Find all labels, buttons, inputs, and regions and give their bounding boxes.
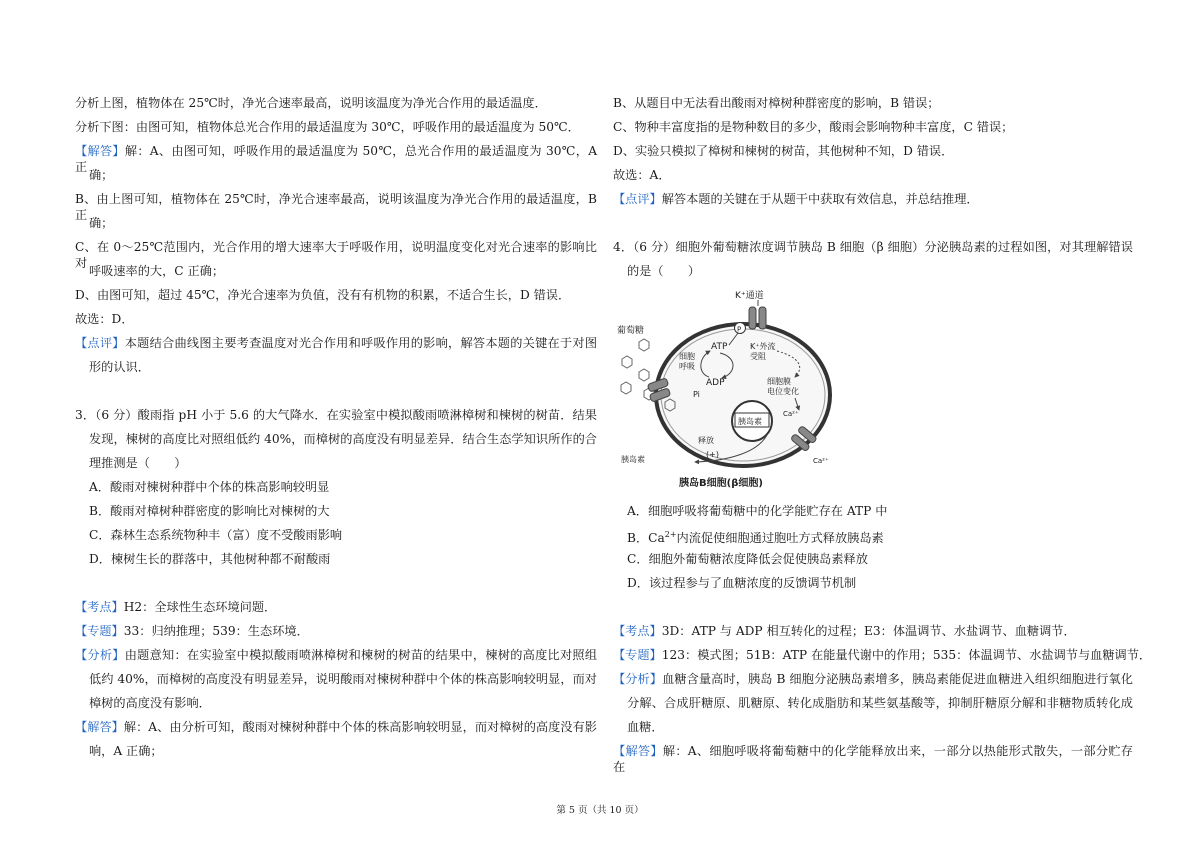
text-line: D、由图可知，超过 45℃，净光合速率为负值，没有有机物的积累，不适合生长，D 错误． [75,288,571,302]
option-d: D．该过程参与了血糖浓度的反馈调节机制 [627,576,857,590]
text-span: 发现，楝树的高度比对照组低约 40%，而樟树的高度没有明显差异．结合生态学知识所作的合 [89,432,597,446]
pi-label: Pi [693,390,700,399]
text-span: H2：全球性生态环境问题． [123,600,277,614]
option-b: B．酸雨对樟树种群密度的影响比对楝树的大 [89,504,330,518]
option-b [613,527,884,546]
text-span: B．Ca [627,531,665,546]
text-span: 本题结合曲线图主要考查温度对光合作用和呼吸作用的影响，解答本题的关键在于对图 [124,336,598,350]
topic [75,623,309,639]
glucose-label: 葡萄糖 [617,326,645,336]
text-line [75,431,597,447]
text-span: 由题意知：在实验室中模拟酸雨喷淋樟树和楝树的树苗的结果中，楝树的高度比对照组 [124,648,598,662]
phosphate-label: P [737,325,742,334]
text-span: 解：A、细胞呼吸将葡萄糖中的化学能释放出来，一部分以热能形式散失，一部分贮存在 [613,744,1133,774]
beta-cell-diagram [617,285,840,495]
comment-tag: 【点评】 [613,192,662,206]
answer-paragraph [613,743,1133,775]
comment-paragraph [75,335,597,351]
adp-label: ADP [706,378,725,388]
text-span: 解：A、由图可知，呼吸作用的最适温度为 50℃，总光合作用的最适温度为 30℃，A 正 [75,144,597,174]
option-d: D．楝树生长的群落中，其他树种都不耐酸雨 [89,552,331,566]
ca-inside-label: Ca²⁺ [783,410,799,418]
insulin-box-label: 胰岛素 [738,417,762,426]
knowledge-tag: 【考点】 [75,600,124,614]
question-4-stem [613,239,1133,255]
text-line: 形的认识． [89,360,150,374]
text-line: B、从题目中无法看出酸雨对樟树种群密度的影响，B 错误； [613,96,940,110]
ca-outside-label: Ca²⁺ [813,457,829,465]
membrane-potential-label-1: 细胞膜 [767,377,791,386]
text-span: 内流促使细胞通过胞吐方式释放胰岛素 [676,531,884,546]
k-channel-label: K⁺通道 [735,291,764,301]
text-line: 理推测是（ ） [89,456,187,470]
text-span: 解答本题的关键在于从题干中获取有效信息，并总结推理． [661,192,979,206]
positive-sign: (+) [706,450,719,459]
topic-tag: 【专题】 [75,624,124,638]
analysis-paragraph [75,647,597,663]
topic-tag: 【专题】 [613,648,662,662]
text-line: C、物种丰富度指的是物种数目的多少，酸雨会影响物种丰富度，C 错误； [613,120,1014,134]
text-span: 低约 40%，而樟树的高度没有明显差异，说明酸雨对楝树种群中个体的株高影响较明显，而对 [89,672,597,686]
analysis-tag: 【分析】 [75,648,125,662]
superscript: 2+ [664,530,677,539]
text-line [75,191,597,223]
text-line: 故选：A． [613,168,671,182]
text-line [613,695,1133,711]
answer-tag: 【解答】 [75,144,125,158]
text-line: 故选：D． [75,312,134,326]
insulin-out-label: 胰岛素 [621,455,645,464]
text-line: 樟树的高度没有影响． [89,696,211,710]
text-line: 响，A 正确； [89,744,163,758]
figure-caption: 胰岛B细胞(β细胞) [679,478,763,489]
text-span: 33：归纳推理；539：生态环境． [123,624,309,638]
text-line: 确； [89,216,114,230]
knowledge-point [75,599,276,615]
text-line: 分析下图：由图可知，植物体总光合作用的最适温度为 30℃，呼吸作用的最适温度为 50℃． [75,120,580,134]
answer-tag: 【解答】 [613,744,663,758]
text-span: 3D：ATP 与 ADP 相互转化的过程；E3：体温调节、水盐调节、血糖调节． [661,624,1076,638]
respiration-label-2: 呼吸 [679,362,695,371]
text-span: 123：模式图；51B：ATP 在能量代谢中的作用；535：体温调节、水盐调节与血糖调节． [661,648,1152,662]
option-a: A．细胞呼吸将葡萄糖中的化学能贮存在 ATP 中 [627,504,888,518]
topic [613,647,1151,663]
option-c: C．森林生态系统物种丰（富）度不受酸雨影响 [89,528,343,542]
text-line [75,671,597,687]
respiration-label-1: 细胞 [679,352,695,361]
question-3-stem [75,407,597,423]
text-span: B、由上图可知，植物体在 25℃时，净光合速率最高，说明该温度为净光合作用的最适温度，B 正 [75,192,597,222]
text-line: 分析上图，植物体在 25℃时，净光合速率最高，说明该温度为净光合作用的最适温度． [75,96,547,110]
analysis-paragraph [613,671,1133,687]
text-line: 呼吸速率的大，C 正确； [89,264,225,278]
text-line: D、实验只模拟了樟树和楝树的树苗，其他树种不知，D 错误． [613,144,954,158]
option-c: C．细胞外葡萄糖浓度降低会促使胰岛素释放 [627,552,868,566]
analysis-tag: 【分析】 [613,672,663,686]
text-span: 血糖含量高时，胰岛 B 细胞分泌胰岛素增多，胰岛素能促进血糖进入组织细胞进行氧化 [662,672,1133,686]
k-blocked-label-1: K⁺外流 [750,342,776,351]
text-line: 的是（ ） [627,264,701,278]
answer-tag: 【解答】 [75,720,124,734]
text-span: 3．（6 分）酸雨指 pH 小于 5.6 的大气降水．在实验室中模拟酸雨喷淋樟树和楝树的树苗．结果 [75,408,597,422]
text-span: 4．（6 分）细胞外葡萄糖浓度调节胰岛 B 细胞（β 细胞）分泌胰岛素的过程如图，对其理解错误 [613,240,1133,254]
knowledge-tag: 【考点】 [613,624,662,638]
text-span: 分解、合成肝糖原、肌糖原、转化成脂肪和某些氨基酸等，抑制肝糖原分解和非糖物质转化成 [627,696,1133,710]
answer-paragraph [75,143,597,175]
membrane-potential-label-2: 电位变化 [767,387,799,396]
k-blocked-label-2: 受阻 [750,352,766,361]
comment-tag: 【点评】 [75,336,125,350]
knowledge-point [613,623,1076,639]
answer-paragraph [75,719,597,735]
text-line: 血糖． [627,720,664,734]
release-label: 释放 [698,436,714,445]
option-a: A．酸雨对楝树种群中个体的株高影响较明显 [89,480,330,494]
text-span: C、在 0～25℃范围内，光合作用的增大速率大于呼吸作用，说明温度变化对光合速率的影响比对 [75,240,597,270]
text-line: 确； [89,168,114,182]
atp-label: ATP [711,342,728,352]
comment-paragraph [613,191,979,207]
text-span: 解：A、由分析可知，酸雨对楝树种群中个体的株高影响较明显，而对樟树的高度没有影 [123,720,597,734]
page-footer: 第 5 页（共 10 页） [556,805,644,816]
